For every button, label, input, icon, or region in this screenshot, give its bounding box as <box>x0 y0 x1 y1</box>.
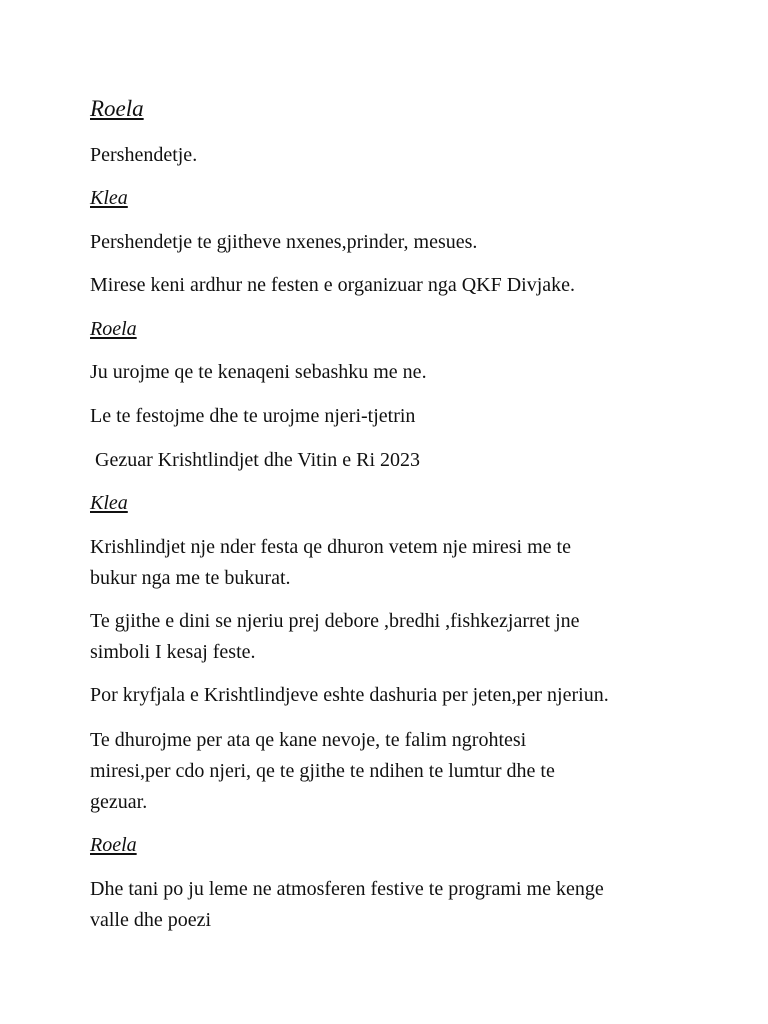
dialogue-line: Por kryfjala e Krishtlindjeve eshte dashuria per jeten,per njeriun. <box>90 684 609 706</box>
dialogue-line: Gezuar Krishtlindjet dhe Vitin e Ri 2023 <box>90 449 421 471</box>
dialogue-line: gezuar. <box>90 791 148 813</box>
dialogue-paragraph <box>90 874 690 936</box>
dialogue-line: Pershendetje te gjitheve nxenes,prinder, mesues. <box>90 231 478 253</box>
dialogue-line: Te dhurojme per ata qe kane nevoje, te falim ngrohtesi <box>90 729 527 751</box>
dialogue-line: Le te festojme dhe te urojme njeri-tjetrin <box>90 405 416 427</box>
dialogue-line: Te gjithe e dini se njeriu prej debore ,bredhi ,fishkezjarret jne <box>90 610 580 632</box>
dialogue-line: bukur nga me te bukurat. <box>90 567 291 589</box>
dialogue-line: valle dhe poezi <box>90 909 212 931</box>
dialogue-line: miresi,per cdo njeri, qe te gjithe te ndihen te lumtur dhe te <box>90 760 555 782</box>
speaker-roela: Roela <box>90 318 137 340</box>
dialogue-paragraph <box>90 532 690 594</box>
speaker-klea: Klea <box>90 187 128 209</box>
dialogue-line: Krishlindjet nje nder festa qe dhuron vetem nje miresi me te <box>90 536 571 558</box>
dialogue-paragraph <box>90 725 690 818</box>
speaker-roela: Roela <box>90 834 137 856</box>
dialogue-line: Mirese keni ardhur ne festen e organizuar nga QKF Divjake. <box>90 274 576 296</box>
dialogue-line: simboli I kesaj feste. <box>90 641 256 663</box>
speaker-roela: Roela <box>90 96 144 121</box>
dialogue-paragraph <box>90 606 690 668</box>
speaker-klea: Klea <box>90 492 128 514</box>
dialogue-line: Dhe tani po ju leme ne atmosferen festive te programi me kenge <box>90 878 604 900</box>
dialogue-line: Ju urojme qe te kenaqeni sebashku me ne. <box>90 361 427 383</box>
dialogue-line: Pershendetje. <box>90 144 198 166</box>
